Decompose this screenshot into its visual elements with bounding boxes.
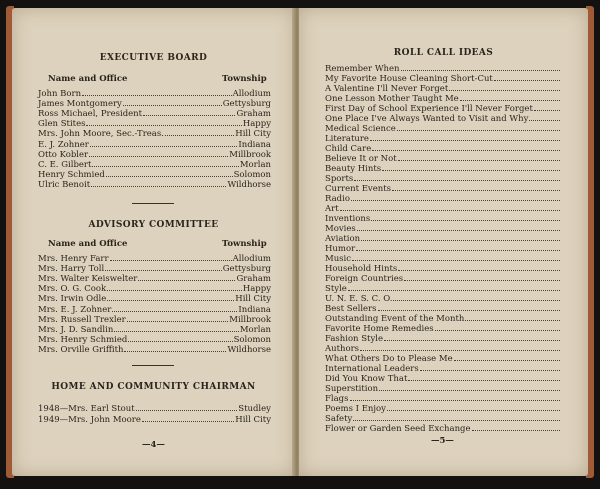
item-township: Gettysburg xyxy=(222,99,271,110)
leader-dots xyxy=(361,233,560,241)
item-township: Allodium xyxy=(232,89,271,99)
item-name: E. J. Zohner xyxy=(38,139,89,150)
item-township: Hill City xyxy=(235,415,271,425)
item-name: Medical Science xyxy=(325,124,396,134)
section-divider xyxy=(132,203,174,204)
item-township: Millbrook xyxy=(229,314,271,325)
leader-dots xyxy=(356,243,560,251)
advisory-committee-title: ADVISORY COMMITTEE xyxy=(88,220,219,230)
item-township: Morlan xyxy=(239,159,271,170)
item-name: Remember When xyxy=(325,64,400,74)
leader-dots xyxy=(372,143,560,151)
leader-dots xyxy=(123,98,222,106)
item-name: 1948—Mrs. Earl Stout xyxy=(38,404,135,414)
item-name: First Day of School Experience I'll Never Forget xyxy=(325,104,533,114)
item-name: John Born xyxy=(38,89,82,99)
leader-dots xyxy=(165,128,234,136)
leader-dots xyxy=(404,273,560,281)
leader-dots xyxy=(534,103,560,111)
leader-dots xyxy=(529,113,560,121)
item-name: Safety xyxy=(325,414,353,424)
roll-call-title: ROLL CALL IDEAS xyxy=(393,48,494,58)
leader-dots xyxy=(110,253,232,261)
item-name: Mrs. Russell Trexler xyxy=(38,314,126,325)
item-name: Mrs. Henry Farr xyxy=(38,254,109,264)
leader-dots xyxy=(401,63,560,71)
leader-dots xyxy=(107,283,242,291)
leader-dots xyxy=(106,169,233,177)
item-name: Superstition xyxy=(325,384,379,394)
leader-dots xyxy=(454,353,560,361)
item-township: Happy xyxy=(242,119,271,130)
leader-dots xyxy=(92,159,238,167)
leader-dots xyxy=(357,223,560,231)
leader-dots xyxy=(143,108,235,116)
leader-dots xyxy=(397,123,560,131)
item-township: Solomon xyxy=(233,334,271,345)
item-name: Humor xyxy=(325,244,356,254)
item-name: My Favorite House Cleaning Short-Cut xyxy=(325,74,493,84)
leader-dots xyxy=(112,304,237,312)
item-name: Mrs. Walter Keiswelter xyxy=(38,274,138,285)
item-name: A Valentine I'll Never Forget xyxy=(325,84,449,94)
leader-dots xyxy=(348,283,560,291)
item-township: Indiana xyxy=(238,139,271,150)
item-name: Aviation xyxy=(325,234,361,244)
leader-dots xyxy=(360,343,560,351)
list-item xyxy=(38,344,271,355)
item-name: One Place I've Always Wanted to Visit and Why xyxy=(325,114,529,124)
item-name: Household Hints xyxy=(325,264,398,274)
item-name: Best Sellers xyxy=(325,304,377,314)
right-page xyxy=(299,8,588,476)
adv-col-name-header: Name and Office xyxy=(48,239,128,249)
item-name: Mrs. O. G. Cook xyxy=(38,284,107,295)
home-community-title: HOME AND COMMUNITY CHAIRMAN xyxy=(51,382,256,392)
leader-dots xyxy=(91,179,226,187)
leader-dots xyxy=(114,324,239,332)
item-township: Hill City xyxy=(235,294,271,305)
item-name: U. N. E. S. C. O. xyxy=(325,294,393,304)
list-item xyxy=(325,423,561,434)
item-township: Morlan xyxy=(239,324,271,335)
item-township: Happy xyxy=(242,284,271,295)
item-name: Movies xyxy=(325,224,356,234)
item-name: Current Events xyxy=(325,184,392,194)
leader-dots xyxy=(340,203,560,211)
item-name: Mrs. Harry Toll xyxy=(38,264,105,275)
item-name: Mrs. Irwin Odle xyxy=(38,294,107,305)
item-name: Inventions xyxy=(325,214,371,224)
item-name: Sports xyxy=(325,174,354,184)
leader-dots xyxy=(124,344,226,352)
list-item xyxy=(38,403,271,414)
leader-dots xyxy=(494,73,560,81)
left-page xyxy=(12,8,295,476)
leader-dots xyxy=(435,323,560,331)
item-name: 1949—Mrs. John Moore xyxy=(38,415,141,425)
section-divider xyxy=(132,365,174,366)
item-name: Mrs. John Moore, Sec.-Treas. xyxy=(38,129,164,140)
item-name: Radio xyxy=(325,194,350,204)
leader-dots xyxy=(408,373,560,381)
leader-dots xyxy=(127,314,229,322)
item-township: Graham xyxy=(236,109,271,120)
leader-dots xyxy=(378,303,560,311)
item-name: Poems I Enjoy xyxy=(325,404,386,414)
item-name: Style xyxy=(325,284,347,294)
item-name: International Leaders xyxy=(325,364,419,374)
item-township: Gettysburg xyxy=(222,264,271,275)
item-name: Glen Stites xyxy=(38,119,86,130)
leader-dots xyxy=(420,363,560,371)
leader-dots xyxy=(370,133,560,141)
leader-dots xyxy=(354,173,560,181)
item-name: Mrs. Henry Schmied xyxy=(38,334,128,345)
item-township: Indiana xyxy=(238,304,271,315)
item-township: Wildhorse xyxy=(227,179,271,190)
item-name: Henry Schmied xyxy=(38,169,105,180)
item-township: Hill City xyxy=(235,129,271,140)
leader-dots xyxy=(382,163,560,171)
item-name: James Montgomery xyxy=(38,99,122,110)
leader-dots xyxy=(352,253,560,261)
leader-dots xyxy=(398,263,560,271)
item-name: Foreign Countries xyxy=(325,274,404,284)
item-name: What Others Do to Please Me xyxy=(325,354,453,364)
leader-dots xyxy=(398,153,560,161)
item-name: Otto Kobler xyxy=(38,149,89,160)
item-name: Favorite Home Remedies xyxy=(325,324,434,334)
item-name: Flags xyxy=(325,394,349,404)
list-item xyxy=(38,414,271,425)
item-name: Mrs. Orville Griffith xyxy=(38,344,124,355)
item-name: Literature xyxy=(325,134,369,144)
item-township: Millbrook xyxy=(229,149,271,160)
page-number-right: —5— xyxy=(431,436,454,446)
item-name: Ross Michael, President xyxy=(38,109,143,120)
item-name: Outstanding Event of the Month xyxy=(325,314,465,324)
item-name: One Lesson Mother Taught Me xyxy=(325,94,459,104)
leader-dots xyxy=(472,423,560,431)
exec-col-name-header: Name and Office xyxy=(48,74,128,84)
leader-dots xyxy=(351,193,560,201)
item-name: Music xyxy=(325,254,352,264)
item-name: Did You Know That xyxy=(325,374,408,384)
leader-dots xyxy=(138,273,235,281)
leader-dots xyxy=(89,149,228,157)
item-name: Fashion Style xyxy=(325,334,384,344)
item-township: Allodium xyxy=(232,254,271,264)
item-name: C. E. Gilbert xyxy=(38,159,92,170)
leader-dots xyxy=(449,83,560,91)
item-name: Art xyxy=(325,204,339,214)
leader-dots xyxy=(387,403,560,411)
leader-dots xyxy=(460,93,560,101)
leader-dots xyxy=(371,213,560,221)
list-item xyxy=(38,179,271,190)
leader-dots xyxy=(142,414,234,422)
leader-dots xyxy=(105,263,222,271)
leader-dots xyxy=(392,183,560,191)
leader-dots xyxy=(350,393,561,401)
item-township: Studley xyxy=(238,404,271,414)
leader-dots xyxy=(136,403,238,411)
leader-dots xyxy=(107,293,234,301)
item-township: Wildhorse xyxy=(227,344,271,355)
leader-dots xyxy=(393,293,560,301)
leader-dots xyxy=(384,333,560,341)
leader-dots xyxy=(86,118,241,126)
item-name: Mrs. E. J. Zohner xyxy=(38,304,112,315)
leader-dots xyxy=(128,334,232,342)
leader-dots xyxy=(379,383,560,391)
exec-col-township-header: Township xyxy=(222,74,267,84)
item-name: Beauty Hints xyxy=(325,164,382,174)
leader-dots xyxy=(353,413,560,421)
item-township: Solomon xyxy=(233,169,271,180)
item-name: Mrs. J. D. Sandlin xyxy=(38,324,114,335)
item-name: Child Care xyxy=(325,144,372,154)
leader-dots xyxy=(82,88,232,96)
item-name: Believe It or Not xyxy=(325,154,397,164)
item-name: Ulric Benoit xyxy=(38,179,91,190)
page-number-left: —4— xyxy=(142,440,165,450)
item-name: Authors xyxy=(325,344,360,354)
leader-dots xyxy=(90,139,238,147)
leader-dots xyxy=(465,313,560,321)
item-name: Flower or Garden Seed Exchange xyxy=(325,424,471,434)
adv-col-township-header: Township xyxy=(222,239,267,249)
item-township: Graham xyxy=(236,274,271,285)
executive-board-title: EXECUTIVE BOARD xyxy=(99,53,208,63)
